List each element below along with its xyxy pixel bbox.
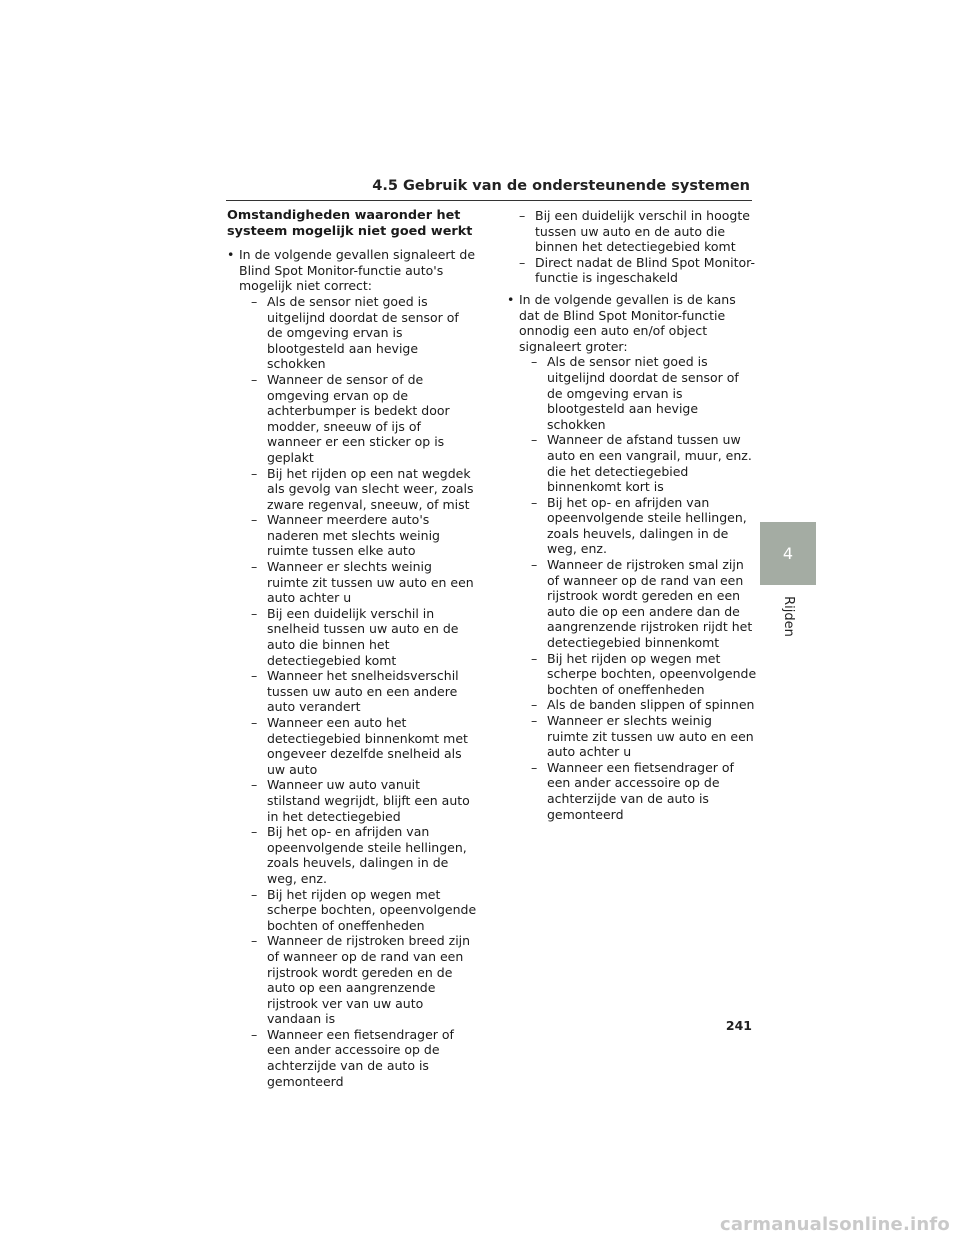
list-item: – Bij het rijden op wegen met scherpe bochten, opeenvolgende bochten of oneffenheden	[251, 886, 477, 933]
chapter-label: Rijden	[780, 595, 796, 637]
list-item: – Bij een duidelijk verschil in hoogte tussen uw auto en de auto die binnen het detectiegebied komt	[519, 208, 750, 255]
list-item: – Bij het rijden op een nat wegdek als gevolg van slecht weer, zoals zware regenval, sneeuw, of mist	[251, 465, 474, 512]
bullet-text: In de volgende gevallen is de kans dat de Blind Spot Monitor-functie onnodig een auto en/of object signaleert groter:	[519, 291, 736, 354]
list-item: – Bij het op- en afrijden van opeenvolgende steile hellingen, zoals heuvels, dalingen in de weg, enz.	[531, 494, 747, 557]
section-heading: Omstandigheden waaronder het systeem mogelijk niet goed werkt	[227, 208, 473, 239]
list-item: – Als de sensor niet goed is uitgelijnd doordat de sensor of de omgeving ervan is blootgesteld aan hevige schokken	[251, 293, 459, 372]
list-item: – Wanneer uw auto vanuit stilstand wegrijdt, blijft een auto in het detectiegebied	[251, 777, 470, 824]
list-item: – Wanneer de rijstroken breed zijn of wanneer op de rand van een rijstrook wordt gereden en de auto op een aangrenzende rijstrook ver van uw auto vandaan is	[251, 933, 471, 1027]
list-item: – Bij een duidelijk verschil in snelheid tussen uw auto en de auto die binnen het detectiegebied komt	[251, 605, 459, 668]
page-number: 241	[725, 1018, 752, 1033]
chapter-number: 4	[782, 544, 794, 563]
bullet-item	[507, 292, 757, 822]
list-item: – Bij het rijden op wegen met scherpe bochten, opeenvolgende bochten of oneffenheden	[531, 650, 757, 697]
list-item: – Wanneer er slechts weinig ruimte zit tussen uw auto en een auto achter u	[531, 713, 754, 760]
list-item: – Wanneer een fietsendrager of een ander accessoire op de achterzijde van de auto is gemonteerd	[531, 759, 734, 822]
list-item: – Wanneer er slechts weinig ruimte zit tussen uw auto en een auto achter u	[251, 559, 474, 606]
list-item: – Wanneer een auto het detectiegebied binnenkomt met ongeveer dezelfde snelheid als uw auto	[251, 715, 468, 777]
list-item: – Wanneer de rijstroken smal zijn of wanneer op de rand van een rijstrook wordt gereden en een auto die op een andere dan de aangrenzende rijstroken rijdt het detectiegebied binnenkomt	[531, 557, 753, 651]
list-item: – Als de banden slippen of spinnen	[531, 697, 755, 713]
bullet-dot-icon: •	[507, 291, 515, 307]
bullet-item	[227, 247, 477, 1089]
dash-list	[519, 354, 757, 822]
list-item: – Wanneer de sensor of de omgeving ervan op de achterbumper is bedekt door modder, sneeuw of ijs of wanneer er een sticker op is geplakt	[251, 371, 450, 465]
chapter-tab[interactable]	[760, 522, 816, 585]
list-item: – Wanneer meerdere auto's naderen met slechts weinig ruimte tussen elke auto	[251, 512, 440, 559]
dash-list-continued	[507, 208, 757, 286]
section-title: 4.5 Gebruik van de ondersteunende systemen	[372, 178, 750, 194]
list-item: – Direct nadat de Blind Spot Monitor-functie is ingeschakeld	[519, 254, 756, 286]
left-column	[227, 208, 477, 1095]
chapter-label-box	[770, 596, 806, 636]
list-item: – Bij het op- en afrijden van opeenvolgende steile hellingen, zoals heuvels, dalingen in de weg, enz.	[251, 824, 467, 886]
list-item: – Wanneer een fietsendrager of een ander accessoire op de achterzijde van de auto is gemonteerd	[251, 1026, 454, 1089]
watermark: carmanualsonline.info	[719, 1214, 950, 1235]
dash-list	[239, 294, 477, 1089]
list-item: – Wanneer de afstand tussen uw auto en een vangrail, muur, enz. die het detectiegebied binnenkomt kort is	[531, 432, 752, 495]
bullet-dot-icon: •	[227, 247, 235, 263]
running-header	[226, 178, 752, 201]
right-column	[507, 208, 757, 828]
bullet-text: In de volgende gevallen signaleert de Blind Spot Monitor-functie auto's mogelijk niet correct:	[239, 247, 476, 294]
list-item: – Als de sensor niet goed is uitgelijnd doordat de sensor of de omgeving ervan is blootgesteld aan hevige schokken	[531, 354, 739, 432]
list-item: – Wanneer het snelheidsverschil tussen uw auto en een andere auto verandert	[251, 668, 459, 715]
